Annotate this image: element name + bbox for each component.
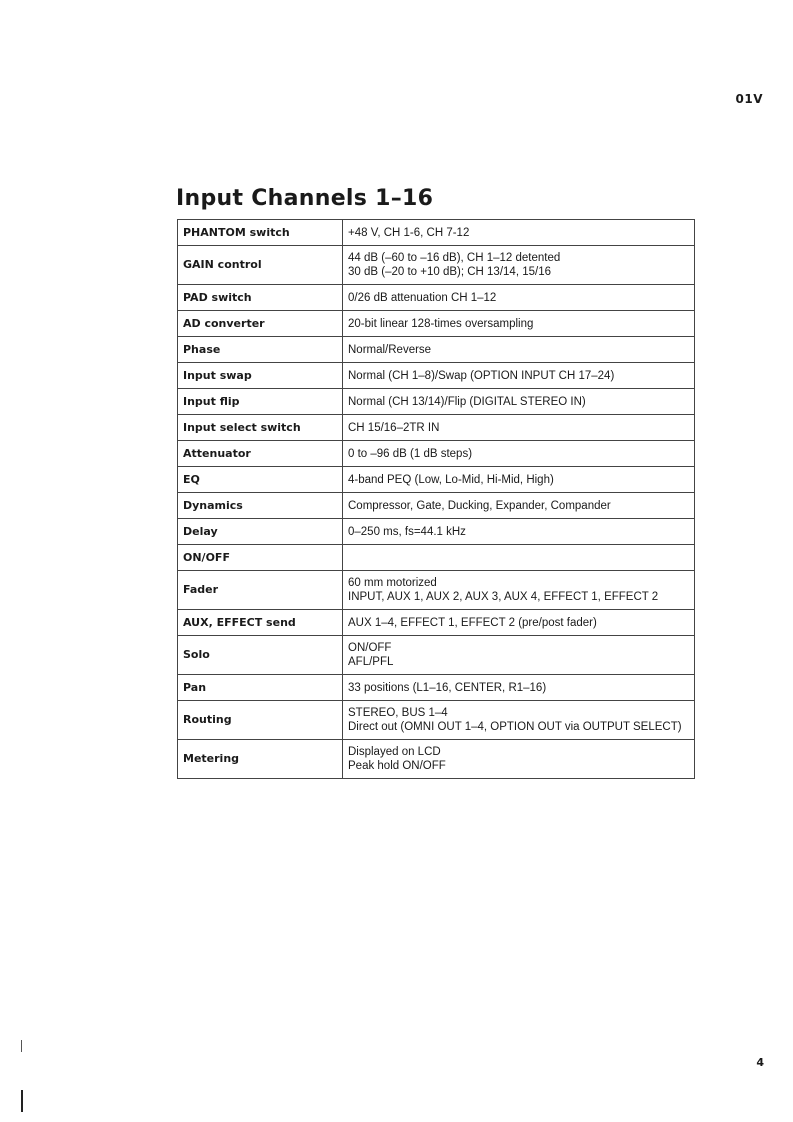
spec-value-line: Direct out (OMNI OUT 1–4, OPTION OUT via OUTPUT SELECT) <box>348 721 682 733</box>
spec-label: Input flip <box>178 389 343 415</box>
spec-label: Phase <box>178 337 343 363</box>
spec-value <box>343 519 695 545</box>
table-row <box>178 285 695 311</box>
table-row <box>178 415 695 441</box>
spec-value-line: 44 dB (–60 to –16 dB), CH 1–12 detented <box>348 252 561 264</box>
spec-label: Input select switch <box>178 415 343 441</box>
spec-label: Attenuator <box>178 441 343 467</box>
spec-label: Delay <box>178 519 343 545</box>
spec-value-line: Compressor, Gate, Ducking, Expander, Compander <box>348 499 611 512</box>
section-title: Input Channels 1–16 <box>176 186 434 211</box>
spec-value <box>343 246 695 285</box>
spec-value <box>343 675 695 701</box>
spec-table-body <box>178 220 695 779</box>
table-row <box>178 493 695 519</box>
spec-value-line: ON/OFF <box>348 642 392 654</box>
spec-value <box>343 337 695 363</box>
spec-value-line: +48 V, CH 1-6, CH 7-12 <box>348 226 470 239</box>
spec-value-line: AUX 1–4, EFFECT 1, EFFECT 2 (pre/post fader) <box>348 616 597 629</box>
spec-label: Routing <box>178 701 343 740</box>
spec-label: Input swap <box>178 363 343 389</box>
table-row <box>178 363 695 389</box>
table-row <box>178 610 695 636</box>
spec-value <box>343 740 695 779</box>
spec-value <box>343 545 695 571</box>
spec-value <box>343 610 695 636</box>
spec-value <box>343 415 695 441</box>
spec-label: Pan <box>178 675 343 701</box>
spec-label: ON/OFF <box>178 545 343 571</box>
spec-value-line: 30 dB (–20 to +10 dB); CH 13/14, 15/16 <box>348 266 551 278</box>
spec-value <box>343 220 695 246</box>
spec-value-line: 33 positions (L1–16, CENTER, R1–16) <box>348 681 547 694</box>
table-row <box>178 636 695 675</box>
margin-mark <box>21 1090 23 1112</box>
spec-label: GAIN control <box>178 246 343 285</box>
header-model-name: 01V <box>735 92 763 106</box>
spec-label: Dynamics <box>178 493 343 519</box>
table-row <box>178 740 695 779</box>
spec-value-line: 60 mm motorized <box>348 577 437 589</box>
spec-table <box>177 219 695 779</box>
spec-label: Fader <box>178 571 343 610</box>
table-row <box>178 311 695 337</box>
spec-label: EQ <box>178 467 343 493</box>
spec-value-line: STEREO, BUS 1–4 <box>348 707 448 719</box>
spec-value-line: CH 15/16–2TR IN <box>348 421 440 434</box>
table-row <box>178 571 695 610</box>
spec-label: PHANTOM switch <box>178 220 343 246</box>
spec-value <box>343 467 695 493</box>
table-row <box>178 337 695 363</box>
spec-value <box>343 571 695 610</box>
spec-label: AD converter <box>178 311 343 337</box>
spec-value-line: Peak hold ON/OFF <box>348 760 446 772</box>
spec-value-line: Normal/Reverse <box>348 343 432 356</box>
spec-value-line: Displayed on LCD <box>348 746 441 758</box>
spec-value <box>343 441 695 467</box>
table-row <box>178 389 695 415</box>
spec-value-line: 4-band PEQ (Low, Lo-Mid, Hi-Mid, High) <box>348 473 554 486</box>
page-number: 4 <box>756 1056 764 1069</box>
table-row <box>178 441 695 467</box>
spec-value <box>343 701 695 740</box>
spec-value-line: 0 to –96 dB (1 dB steps) <box>348 447 473 460</box>
spec-value-line: Normal (CH 13/14)/Flip (DIGITAL STEREO IN) <box>348 395 586 408</box>
spec-label: Solo <box>178 636 343 675</box>
spec-value-line: Normal (CH 1–8)/Swap (OPTION INPUT CH 17–24) <box>348 369 615 382</box>
spec-value-line: 20-bit linear 128-times oversampling <box>348 317 534 330</box>
spec-value-line: INPUT, AUX 1, AUX 2, AUX 3, AUX 4, EFFECT 1, EFFECT 2 <box>348 591 659 603</box>
spec-value-line <box>348 551 689 565</box>
table-row <box>178 701 695 740</box>
spec-value <box>343 285 695 311</box>
table-row <box>178 246 695 285</box>
spec-value <box>343 311 695 337</box>
table-row <box>178 220 695 246</box>
spec-value-line: 0–250 ms, fs=44.1 kHz <box>348 525 466 538</box>
table-row <box>178 467 695 493</box>
spec-label: AUX, EFFECT send <box>178 610 343 636</box>
spec-value <box>343 636 695 675</box>
margin-mark <box>21 1040 22 1052</box>
spec-label: PAD switch <box>178 285 343 311</box>
table-row <box>178 519 695 545</box>
spec-value-line: AFL/PFL <box>348 656 394 668</box>
spec-label: Metering <box>178 740 343 779</box>
spec-value-line: 0/26 dB attenuation CH 1–12 <box>348 291 497 304</box>
table-row <box>178 545 695 571</box>
spec-value <box>343 389 695 415</box>
table-row <box>178 675 695 701</box>
spec-value <box>343 493 695 519</box>
spec-value <box>343 363 695 389</box>
